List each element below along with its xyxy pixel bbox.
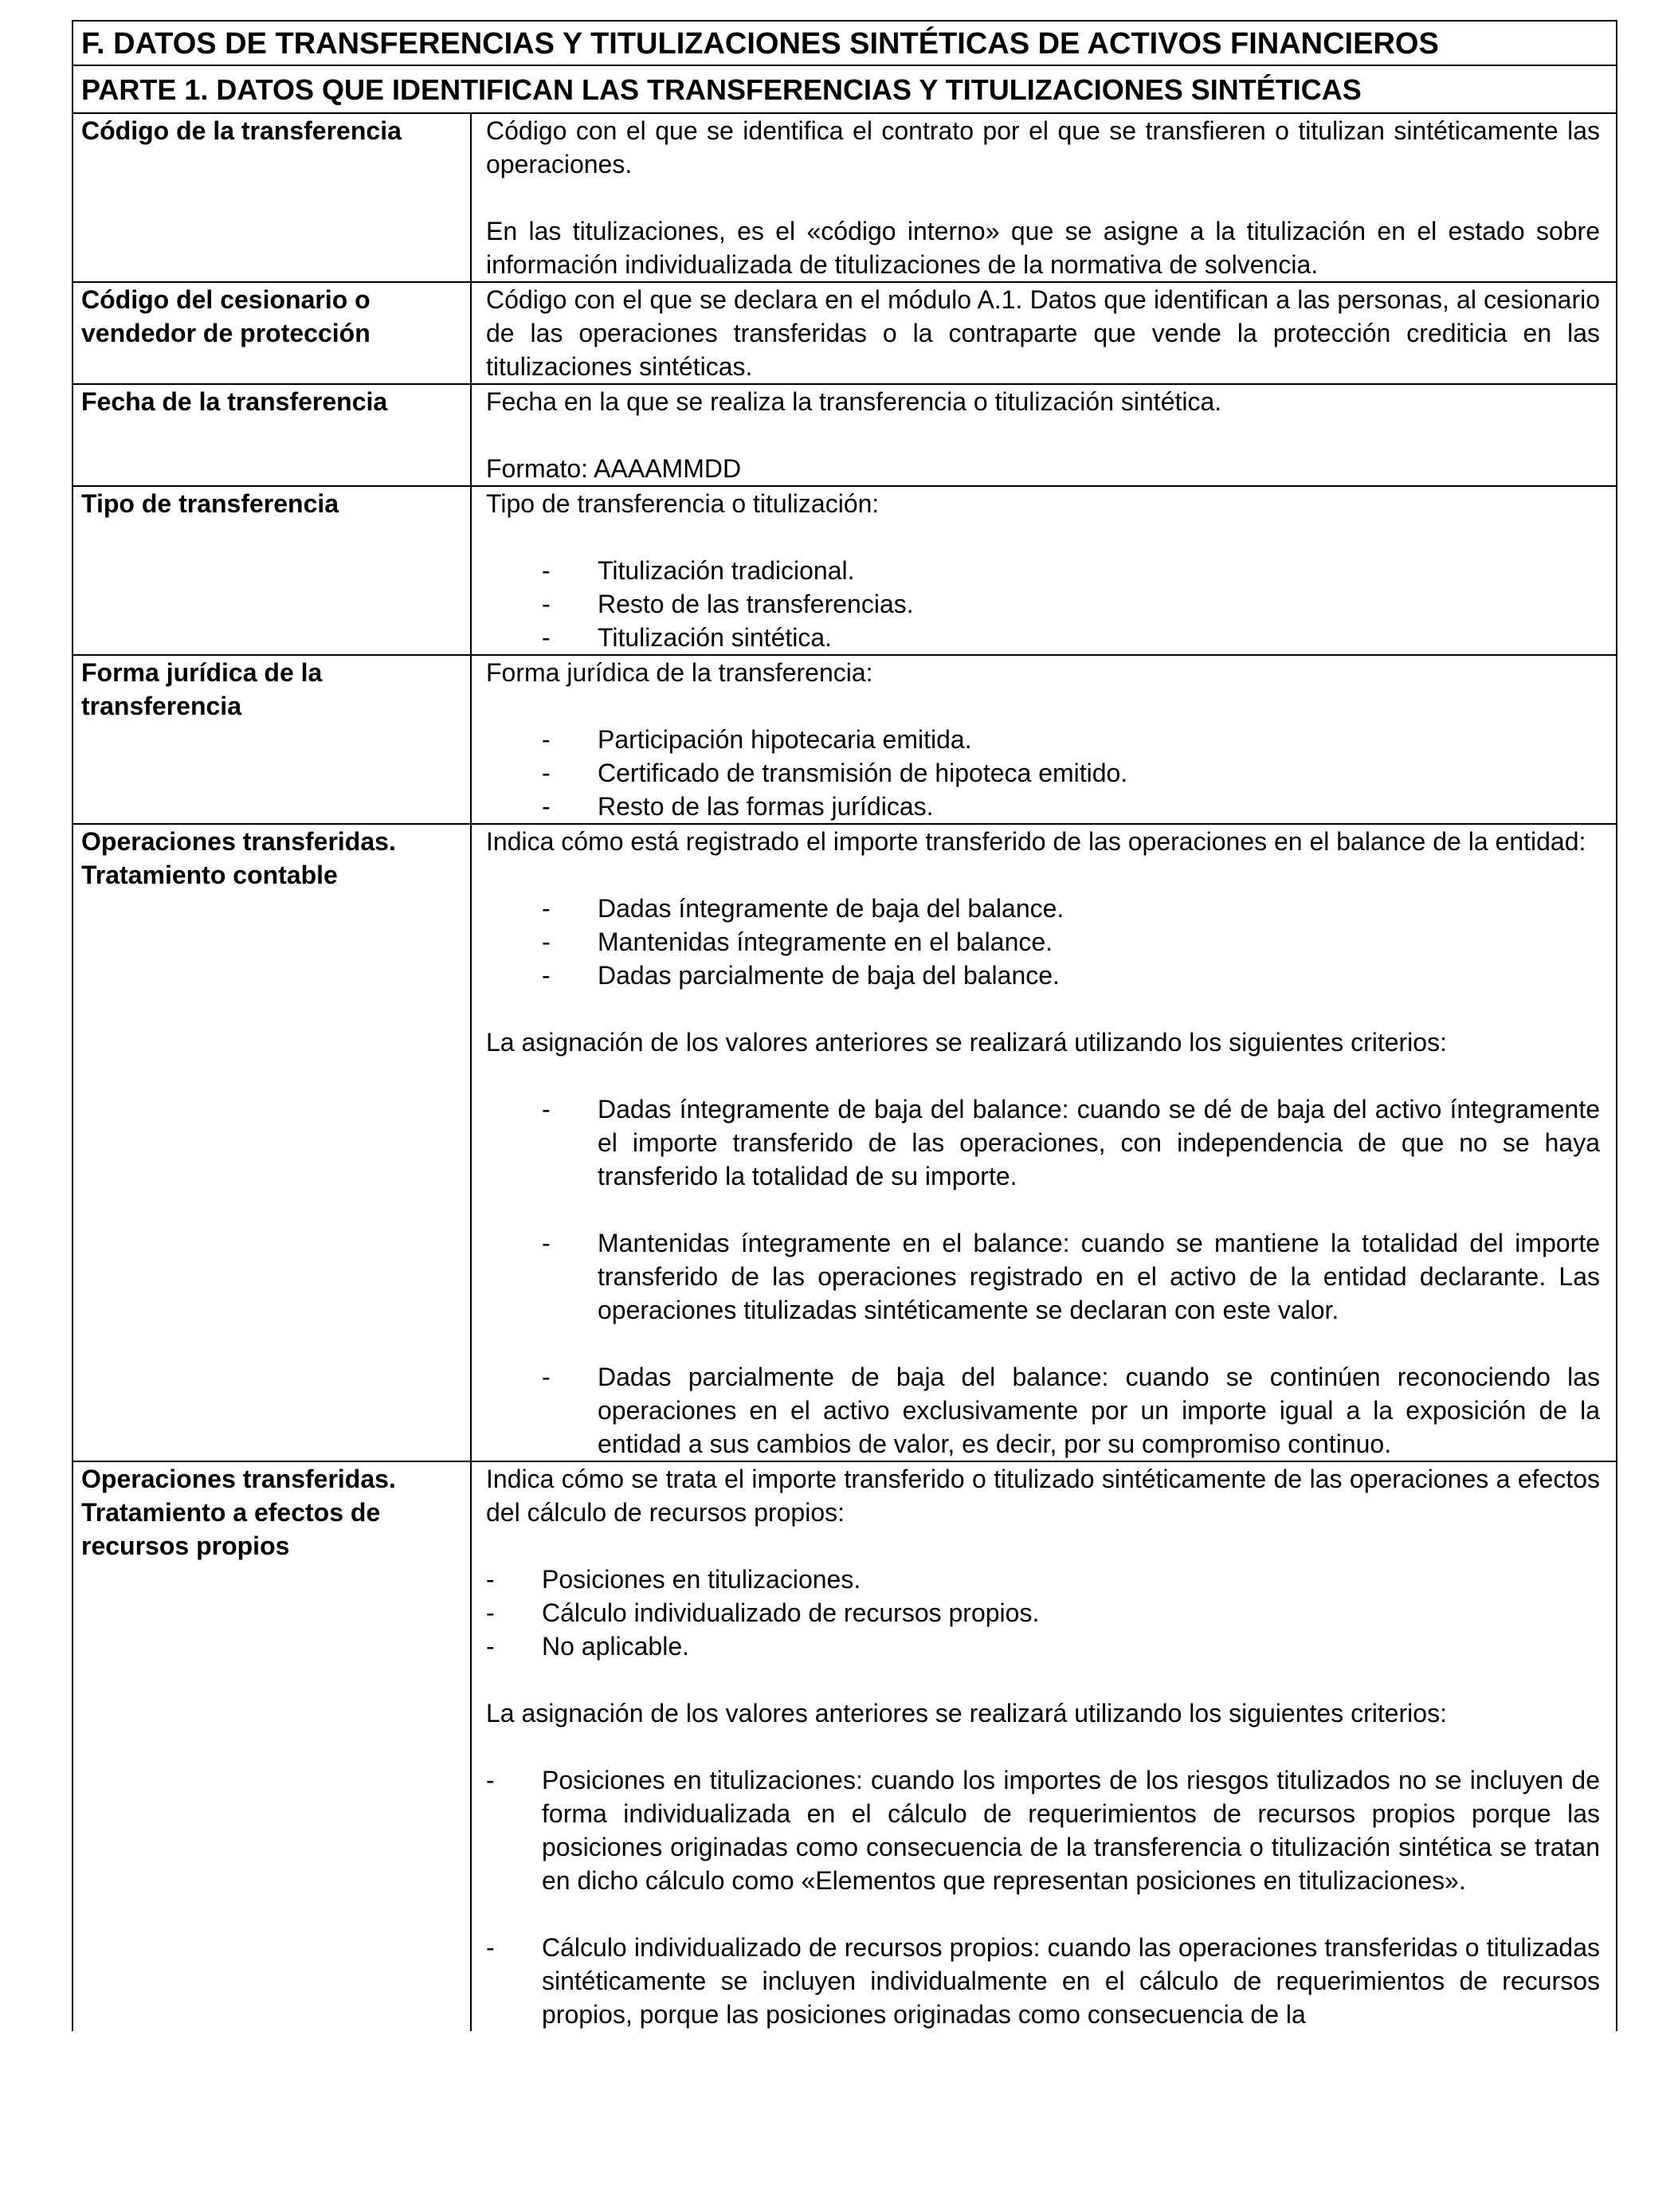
paragraph: En las titulizaciones, es el «código interno» que se asigne a la titulización en el estado sobre información individualizada de titulizaciones de la normativa de solvencia. bbox=[486, 217, 1600, 279]
dash-bullet: - bbox=[542, 556, 551, 585]
dash-bullet: - bbox=[542, 590, 551, 618]
value-list bbox=[486, 723, 1600, 823]
row-description bbox=[471, 486, 1616, 655]
list-item: - Cálculo individualizado de recursos propios. bbox=[486, 1596, 1600, 1630]
list-item: - Certificado de transmisión de hipoteca emitido. bbox=[486, 756, 1600, 790]
dash-bullet: - bbox=[486, 1598, 495, 1627]
dash-bullet: - bbox=[542, 759, 551, 787]
row-description bbox=[471, 282, 1616, 384]
list-item: - Participación hipotecaria emitida. bbox=[486, 723, 1600, 756]
list-item: - Dadas íntegramente de baja del balance: cuando se dé de baja del activo íntegramente el importe transferido de las operaciones, con independencia de que no se haya transferido la totalidad de su importe. bbox=[486, 1092, 1600, 1193]
paragraph: Código con el que se identifica el contrato por el que se transfieren o titulizan sintéticamente las operaciones. bbox=[486, 116, 1600, 178]
dash-bullet: - bbox=[542, 725, 551, 754]
row-label: Fecha de la transferencia bbox=[73, 384, 471, 486]
paragraph: Indica cómo se trata el importe transferido o titulizado sintéticamente de las operaciones a efectos del cálculo de recursos propios: bbox=[486, 1465, 1600, 1527]
dash-bullet: - bbox=[542, 623, 551, 652]
value-list bbox=[486, 892, 1600, 992]
row-label: Código del cesionario o vendedor de protección bbox=[73, 282, 471, 384]
paragraph: La asignación de los valores anteriores se realizará utilizando los siguientes criterios: bbox=[486, 1028, 1447, 1057]
row-label: Operaciones transferidas. Tratamiento contable bbox=[73, 824, 471, 1461]
dash-bullet: - bbox=[542, 1363, 551, 1391]
list-item: - Posiciones en titulizaciones: cuando los importes de los riesgos titulizados no se incluyen de forma individualizada en el cálculo de requerimientos de recursos propios porque las posiciones originadas como consecuencia de la transferencia o titulización sintética se tratan en dicho cálculo como «Elementos que representan posiciones en titulizaciones». bbox=[486, 1763, 1600, 1897]
paragraph: Fecha en la que se realiza la transferencia o titulización sintética. bbox=[486, 387, 1222, 416]
row-label: Operaciones transferidas. Tratamiento a efectos de recursos propios bbox=[73, 1461, 471, 2031]
list-item: - Resto de las formas jurídicas. bbox=[486, 790, 1600, 823]
dash-bullet: - bbox=[542, 792, 551, 821]
list-item: - Titulización sintética. bbox=[486, 621, 1600, 654]
list-item: - Dadas parcialmente de baja del balance: cuando se continúen reconociendo las operaciones en el activo exclusivamente por un importe igual a la exposición de la entidad a sus cambios de valor, es decir, por su compromiso continuo. bbox=[486, 1360, 1600, 1461]
dash-bullet: - bbox=[542, 1229, 551, 1257]
criteria-list bbox=[486, 1931, 1600, 2031]
list-item: - Resto de las transferencias. bbox=[486, 587, 1600, 621]
list-item: - Cálculo individualizado de recursos propios: cuando las operaciones transferidas o titulizadas sintéticamente se incluyen individualmente en el cálculo de requerimientos de recursos propios, porque las posiciones originadas como consecuencia de la bbox=[486, 1931, 1600, 2031]
table-row bbox=[73, 655, 1616, 824]
paragraph: La asignación de los valores anteriores se realizará utilizando los siguientes criterios: bbox=[486, 1699, 1447, 1728]
table-row bbox=[73, 824, 1616, 1461]
dash-bullet: - bbox=[486, 1933, 495, 1962]
criteria-list bbox=[486, 1226, 1600, 1327]
row-label: Código de la transferencia bbox=[73, 114, 471, 282]
table-row bbox=[73, 114, 1616, 282]
row-description bbox=[471, 1461, 1616, 2031]
table-row bbox=[73, 282, 1616, 384]
dash-bullet: - bbox=[486, 1632, 495, 1661]
paragraph: Forma jurídica de la transferencia: bbox=[486, 658, 873, 687]
row-label: Forma jurídica de la transferencia bbox=[73, 655, 471, 824]
paragraph: Código con el que se declara en el módulo A.1. Datos que identifican a las personas, al cesionario de las operaciones transferidas o la contraparte que vende la protección crediticia en las titulizaciones sintéticas. bbox=[486, 285, 1600, 381]
list-item: - Mantenidas íntegramente en el balance: cuando se mantiene la totalidad del importe transferido de las operaciones registrado en el activo de la entidad declarante. Las operaciones titulizadas sintéticamente se declaran con este valor. bbox=[486, 1226, 1600, 1327]
dash-bullet: - bbox=[542, 961, 551, 990]
paragraph: Indica cómo está registrado el importe transferido de las operaciones en el balance de la entidad: bbox=[486, 827, 1586, 856]
dash-bullet: - bbox=[486, 1565, 495, 1594]
row-description bbox=[471, 384, 1616, 486]
format-note: Formato: AAAAMMDD bbox=[486, 454, 742, 483]
table-row bbox=[73, 384, 1616, 486]
dash-bullet: - bbox=[542, 1095, 551, 1124]
list-item: - Posiciones en titulizaciones. bbox=[486, 1563, 1600, 1596]
document-table bbox=[72, 20, 1617, 2031]
list-item: - Mantenidas íntegramente en el balance. bbox=[486, 925, 1600, 959]
criteria-list bbox=[486, 1763, 1600, 1897]
criteria-list bbox=[486, 1360, 1600, 1461]
row-description bbox=[471, 114, 1616, 282]
list-item: - Dadas íntegramente de baja del balance. bbox=[486, 892, 1600, 925]
dash-bullet: - bbox=[486, 1766, 495, 1794]
row-description bbox=[471, 655, 1616, 824]
part-title: PARTE 1. DATOS QUE IDENTIFICAN LAS TRANSFERENCIAS Y TITULIZACIONES SINTÉTICAS bbox=[73, 66, 1616, 114]
row-description bbox=[471, 824, 1616, 1461]
table-row bbox=[73, 486, 1616, 655]
row-label: Tipo de transferencia bbox=[73, 486, 471, 655]
section-title: F. DATOS DE TRANSFERENCIAS Y TITULIZACIONES SINTÉTICAS DE ACTIVOS FINANCIEROS bbox=[73, 22, 1616, 66]
field-definitions-table bbox=[73, 114, 1616, 2031]
value-list bbox=[486, 1563, 1600, 1663]
list-item: - No aplicable. bbox=[486, 1630, 1600, 1663]
value-list bbox=[486, 554, 1600, 654]
list-item: - Titulización tradicional. bbox=[486, 554, 1600, 587]
criteria-list bbox=[486, 1092, 1600, 1193]
list-item: - Dadas parcialmente de baja del balance. bbox=[486, 959, 1600, 992]
dash-bullet: - bbox=[542, 894, 551, 923]
table-row bbox=[73, 1461, 1616, 2031]
paragraph: Tipo de transferencia o titulización: bbox=[486, 489, 880, 518]
dash-bullet: - bbox=[542, 928, 551, 956]
